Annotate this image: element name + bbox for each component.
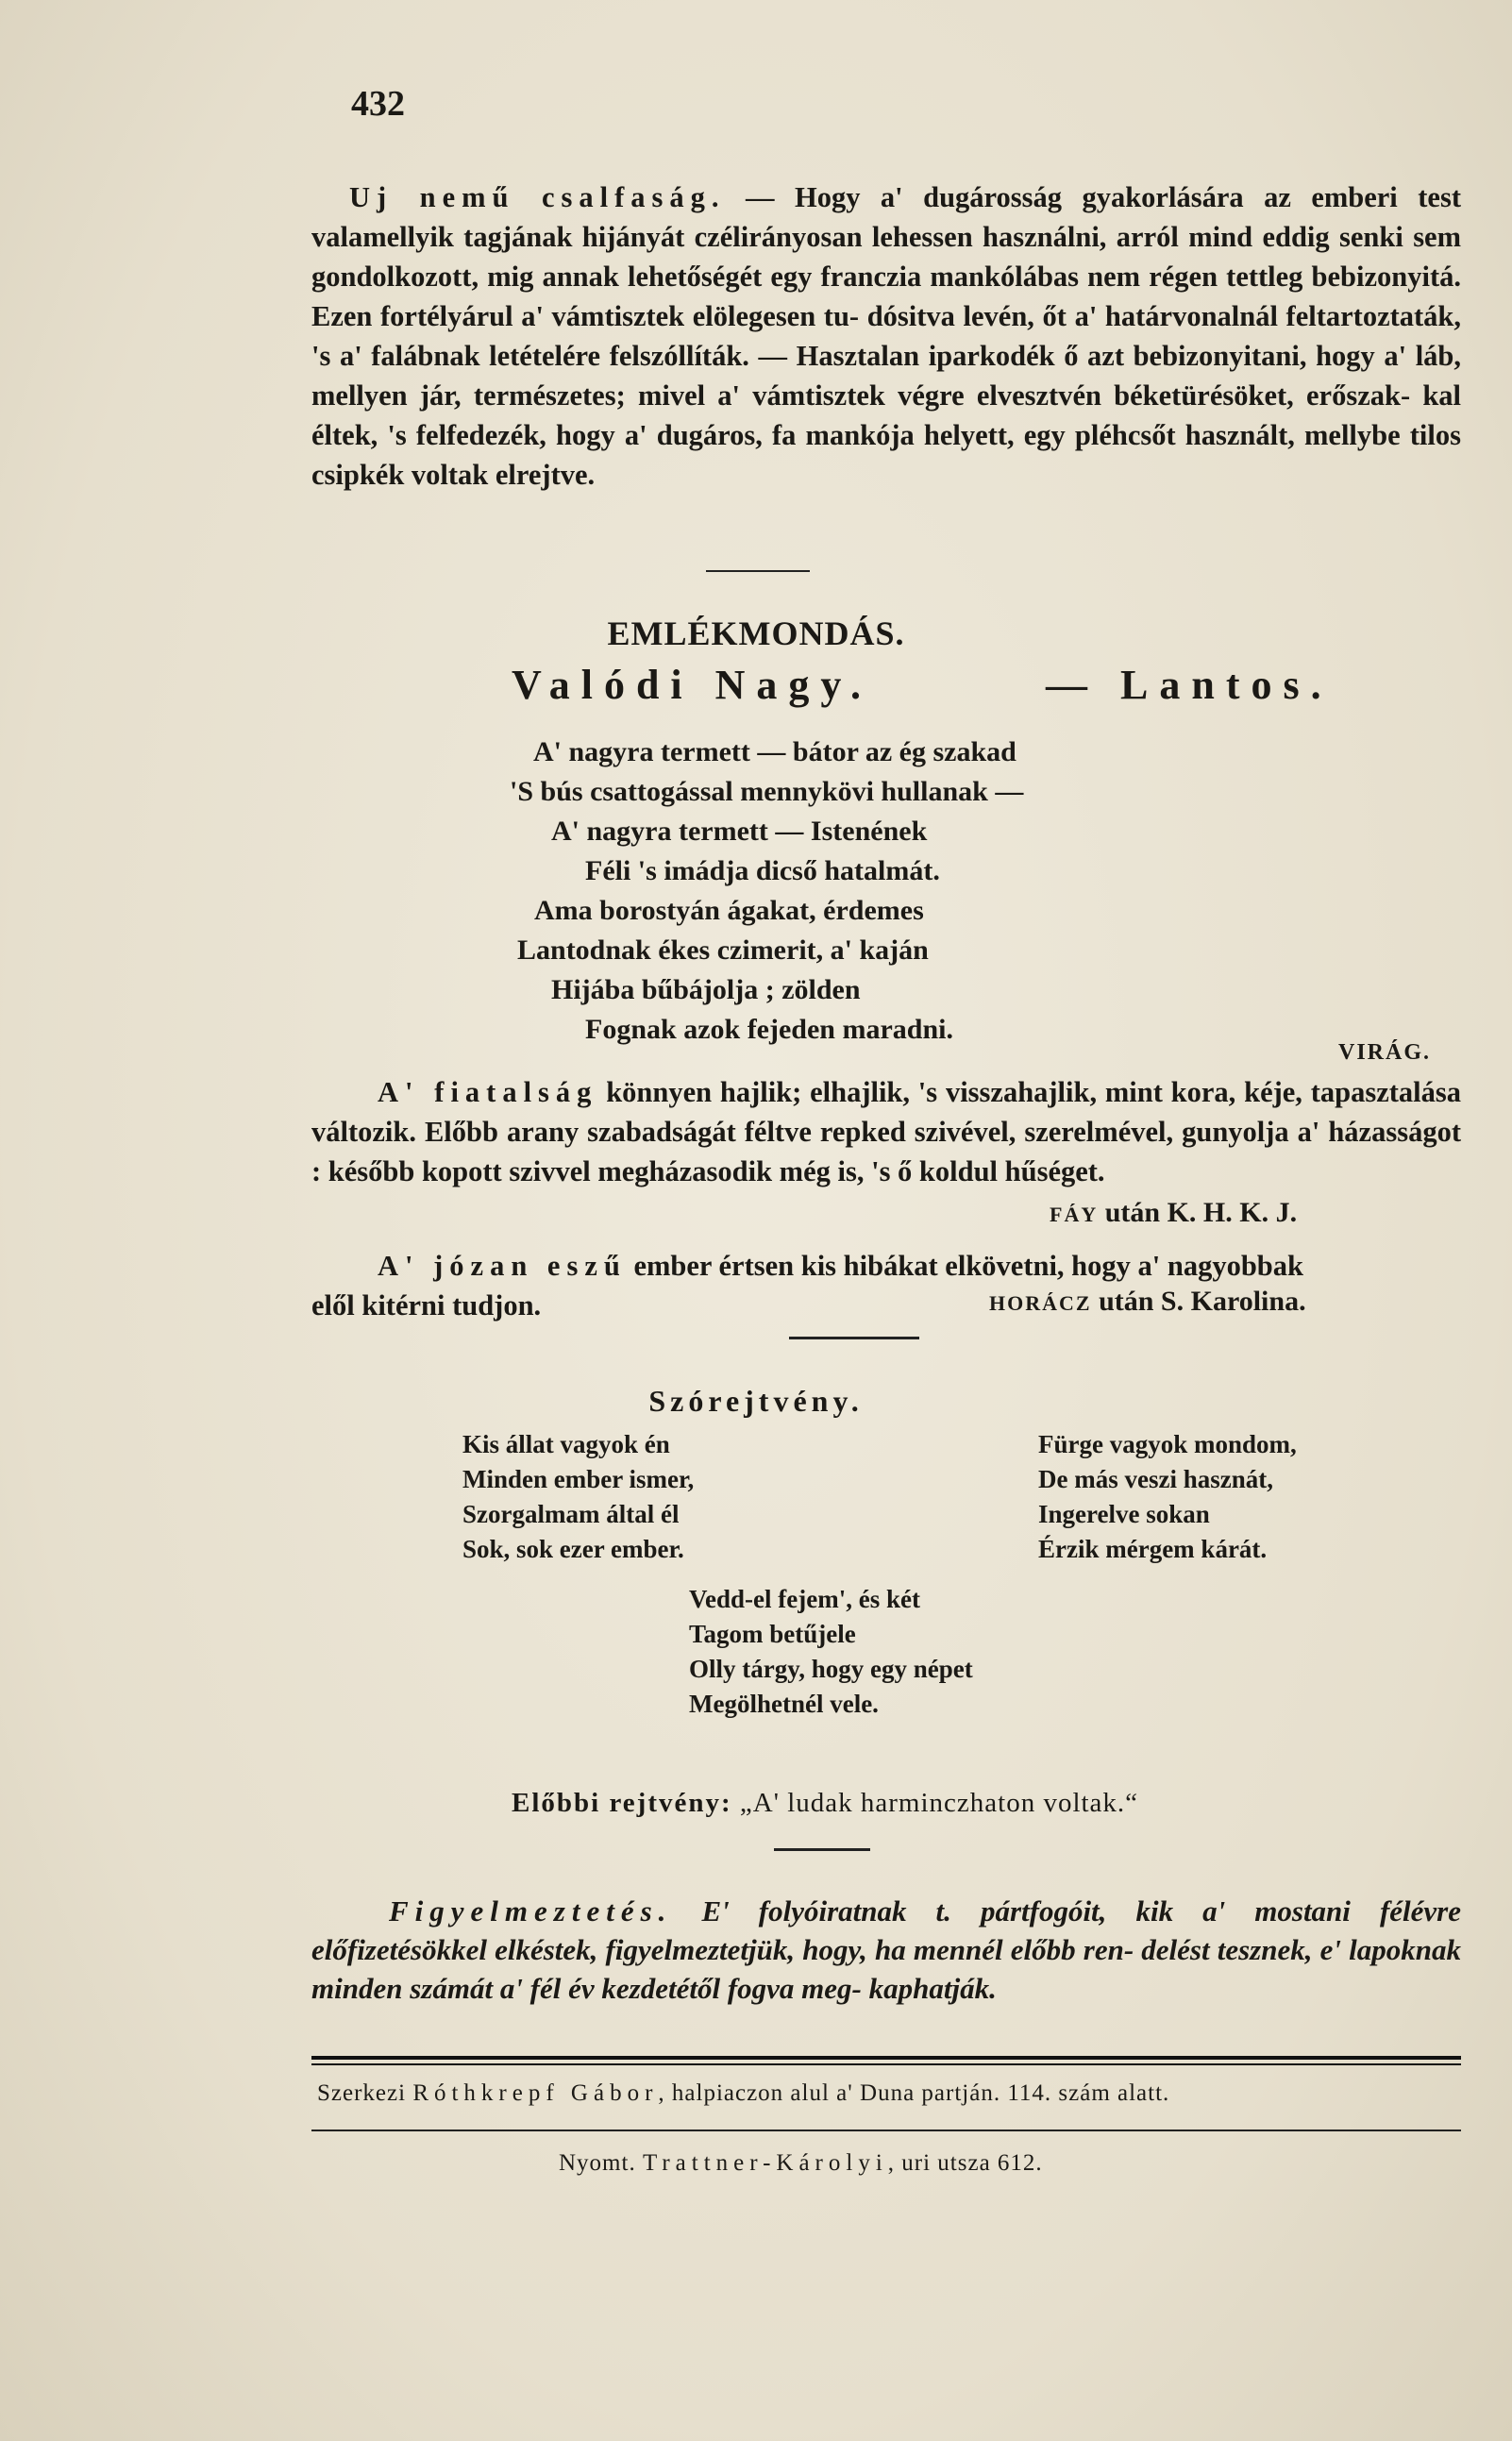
left-heading: Valódi Nagy. (512, 662, 873, 708)
riddle-title: Szórejtvény. (648, 1384, 864, 1418)
right-heading: — Lantos. (1046, 662, 1333, 708)
poem-line: Féli 's imádja dicső hatalmát. (585, 855, 940, 886)
paragraph-lead: A' fiatalság (378, 1076, 598, 1108)
paragraph-line: kal éltek, 's felfedezék, hogy a' dugáros, fa mankója helyett, egy pléhcsőt (311, 379, 1462, 451)
riddle-line: Megölhetnél vele. (689, 1690, 879, 1718)
paragraph-line: felszóllíták. — Hasztalan iparkodék ő azt bebizonyitani, hogy a' láb, mellyen (311, 340, 1462, 412)
notice-lead: Figyelmeztetés. (389, 1894, 673, 1928)
riddle-line: Kis állat vagyok én (462, 1430, 670, 1458)
riddle-line: Vedd-el fejem', és két (689, 1585, 920, 1613)
page-number: 432 (351, 84, 405, 124)
previous-riddle-answer: Előbbi rejtvény: „A' ludak harminczhaton voltak.“ (512, 1788, 1139, 1818)
riddle-line: Olly tárgy, hogy egy népet (689, 1655, 973, 1683)
signature-fay: FÁY után K. H. K. J. (1050, 1197, 1298, 1228)
poem-line: 'S bús csattogással mennykövi hullanak — (510, 776, 1024, 807)
poem-line: Hijába bűbájolja ; zölden (551, 974, 861, 1005)
paragraph-fraud (311, 177, 1461, 495)
riddle-line: Minden ember ismer, (462, 1465, 695, 1493)
editor-line: Szerkezi Róthkrepf Gábor, halpiaczon alul a' Duna partján. 114. szám alatt. (317, 2080, 1170, 2106)
riddle-left-stanza (462, 1427, 694, 1567)
paragraph-line: használt, mellybe tilos csipkék voltak elrejtve. (311, 419, 1462, 491)
riddle-line: Ingerelve sokan (1038, 1500, 1210, 1528)
paragraph-sober: A' józan eszű ember értsen kis hibákat elkövetni, hogy a' nagyobbak elől kitérni tudjon. HORÁCZ után S. Karolina. (311, 1250, 1306, 1322)
paragraph-line: eddig senki sem gondolkozott, mig annak lehetőségét egy franczia mankólábas (311, 221, 1462, 293)
signature-horacz: HORÁCZ után S. Karolina. (989, 1286, 1306, 1317)
paragraph-line: szerelmével, gunyolja a' házasságot : később kopott szivvel megházasodik még (311, 1116, 1461, 1187)
poem-line: A' nagyra termett — bátor az ég szakad (533, 736, 1016, 767)
riddle-line: Szorgalmam által él (462, 1500, 680, 1528)
poem-line: Fognak azok fejeden maradni. (585, 1014, 953, 1045)
riddle-line: Tagom betűjele (689, 1620, 856, 1648)
notice (311, 1892, 1461, 2008)
paragraph-line: jár, természetes; mivel a' vámtisztek végre elvesztvén béketürésöket, erőszak- (419, 379, 1411, 412)
divider (774, 1848, 870, 1851)
section-title-emlekmondas: EMLÉKMONDÁS. (607, 614, 905, 652)
riddle-center-stanza (689, 1582, 973, 1722)
poem-line: Lantodnak ékes czimerit, a' kaján (517, 934, 929, 966)
paragraph-line: kéje, tapasztalása változik. Előbb arany szabadságát féltve repked szivével, (311, 1076, 1461, 1148)
signature-virag: VIRÁG. (1338, 1040, 1432, 1065)
paragraph-lead: Uj nemű csalfaság. (349, 181, 726, 213)
paragraph-line: könnyen hajlik; elhajlik, 's visszahajlik, mint kora, (597, 1076, 1236, 1108)
printer-line: Nyomt. Trattner-Károlyi, uri utsza 612. (559, 2150, 1043, 2176)
paragraph-line: test valamellyik tagjának hijányát czélirányosan lehessen használni, arról mind (311, 181, 1461, 253)
notice-line: kaphatják. (868, 1972, 997, 2005)
riddle-line: Fürge vagyok mondom, (1038, 1430, 1297, 1458)
paragraph-line: — Hogy a' dugárosság gyakorlására az emberi (725, 181, 1398, 213)
footer-rule (311, 2130, 1461, 2131)
paragraph-line: dósitva levén, őt a' határvonalnál feltartoztaták, 's a' falábnak letételére (311, 300, 1462, 372)
riddle-right-stanza (1038, 1427, 1297, 1567)
double-rule-top (311, 2056, 1461, 2060)
divider (789, 1337, 919, 1339)
notice-line: E' folyóiratnak t. pártfogóit, kik a' mostani (672, 1894, 1351, 1928)
paragraph-line: is, 's ő koldul hűséget. (837, 1155, 1105, 1187)
notice-line: delést tesznek, e' lapoknak minden számát a' fél év kezdetétől fogva meg- (311, 1933, 1461, 2005)
double-rule-bottom (311, 2063, 1461, 2065)
riddle-line: Sok, sok ezer ember. (462, 1535, 684, 1563)
divider (706, 570, 810, 572)
riddle-line: De más veszi hasznát, (1038, 1465, 1273, 1493)
notice-line: félévre előfizetésökkel elkéstek, figyelmeztetjük, hogy, ha mennél előbb ren- (311, 1894, 1461, 1966)
riddle-line: Érzik mérgem kárát. (1038, 1535, 1268, 1563)
poem-line: Ama borostyán ágakat, érdemes (534, 895, 924, 926)
paragraph-youth (311, 1072, 1461, 1228)
poem-line: A' nagyra termett — Istenének (551, 816, 928, 847)
paragraph-line: nem régen tettleg bebizonyitá. Ezen fortélyárul a' vámtisztek elölegesen tu- (311, 261, 1461, 332)
